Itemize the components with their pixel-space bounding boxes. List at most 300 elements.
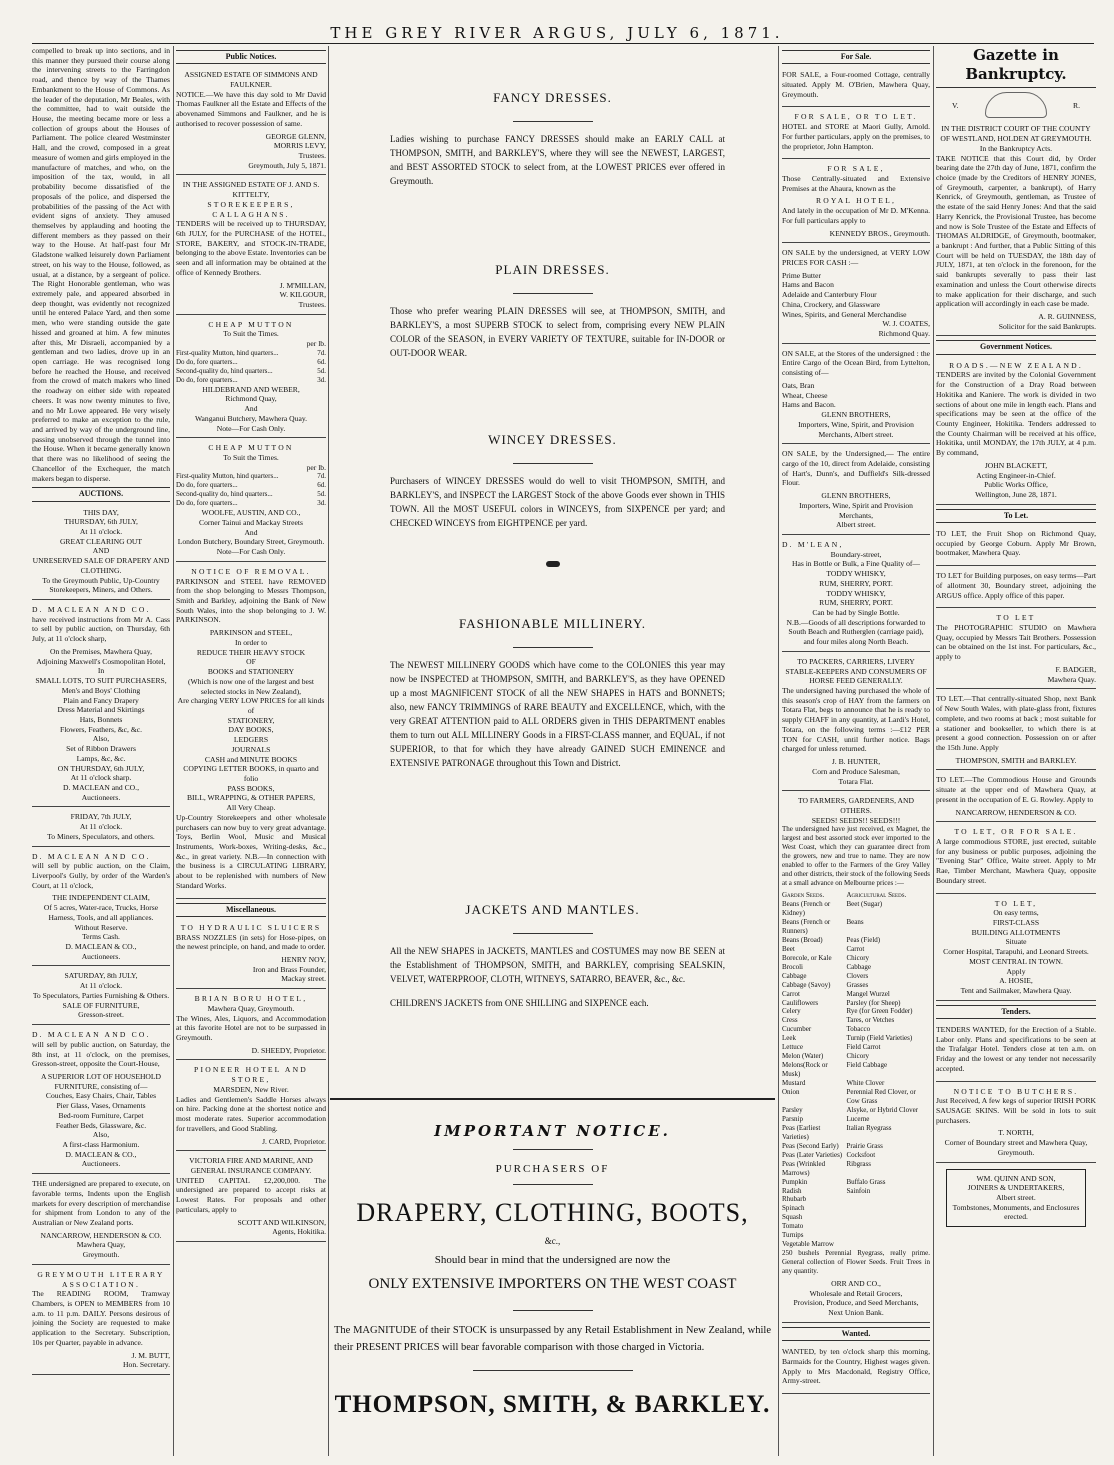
table-cell: Tomato [782,1222,804,1231]
table-cell: White Clover [846,1079,885,1088]
ad-line: T. NORTH, [998,1128,1034,1138]
ad-line: HILDEBRAND AND WEBER, [202,384,300,394]
table-row [782,1213,930,1222]
ad-line: Corner of Boundary street and Mawhera Quay, Greymouth. [944,1138,1088,1157]
table-header: Agricultural Seeds. [846,891,907,900]
table-cell [846,1240,930,1249]
table-cell: Cabbage [782,971,807,980]
ad-line: HENRY NOY, [281,955,326,964]
table-row [782,1016,930,1025]
to-let-ad [936,773,1096,822]
for-sale-header: For Sale. [782,50,930,64]
court-heading: IN THE DISTRICT COURT OF THE COUNTY OF WESTLAND, HOLDEN AT GREYMOUTH. [940,124,1092,144]
section-title: FASHIONABLE MILLINERY. [459,616,646,631]
ad-line: Auctioneers. [81,951,121,961]
ad-line: Provision, Produce, and Seed Merchants, [793,1298,919,1308]
ad-line: DAY BOOKS, [228,725,274,735]
table-row [782,1160,930,1178]
table-cell: Do do, fore quarters... [176,499,238,508]
ad-signature: THOMPSON, SMITH and BARKLEY. [955,755,1077,765]
ad-line: Tent and Sailmaker, Mawhera Quay. [960,986,1072,996]
ad-line: Next Union Bank. [828,1308,884,1318]
auction-ad [32,1028,170,1174]
ad-line: WM. QUINN AND SON, [976,1173,1056,1183]
ad-line: Can be had by Single Bottle. [812,608,900,618]
for-sale-ad [782,68,930,107]
ad-line: A. R. GUINNESS, [1038,312,1096,322]
ad-line: Hats, Bonnets [79,714,123,724]
section-fancy-dresses [330,90,775,189]
ad-line: CASH and MINUTE BOOKS [204,754,298,764]
ad-line: On the Premises, Mawhera Quay, [50,646,152,656]
ad-line: Corner Tainui and Mackay Streets [199,518,303,528]
table-row [176,376,326,385]
ad-body: TENDERS WANTED, for the Erection of a Stable. Labor only. Plans and specifications to be seen at the Trafalgar Hotel. Tenders close at ten a.m. on Friday and the lowest or any tender not necessarily accepted. [936,1024,1096,1073]
table-row [782,1195,930,1204]
ad-line: Wheat, Cheese [782,390,828,400]
ad-line: Mawhera Quay. [1047,674,1096,684]
acts-line: In the Bankruptcy Acts. [979,143,1053,153]
table-cell: Rye (for Green Fodder) [846,1007,913,1016]
ad-line: To Speculators, Parties Furnishing & Others. [32,990,170,1000]
ad-body: TAKE NOTICE that this Court did, by Order bearing date the 27th day of June, 1871, confirm the choice (made by the Creditors of HENRY JONES, of Greymouth, carpenter, a bankrupt), of Harry Kenrick, of Greymouth, gentleman, as Trustee of the estate of the said Henry Jones: And that the said Harry Kenrick, the Provisional Trustee, has become and now is Sole Trustee of the Estate and Effects of THOMAS ALDRIDGE, of Greymouth, bootmaker, a bankrupt : And further, that a Public Sitting of this Court will be held on TUESDAY, the 18th day of JULY, 1871, at ten o'clock in the forenoon, for the said bankrupts severally to pass their last examination and unless the Court otherwise directs to make application for their discharge, and such application will accordingly in each case be made. [936,153,1096,309]
to-let-ad [936,825,1096,893]
table-cell: Grasses [846,980,869,989]
ad-line: Wanganui Butchery, Mawhera Quay. [194,413,308,423]
table-cell: Vegetable Marrow [782,1240,834,1249]
ad-line: A first-class Harmonium. [62,1139,140,1149]
ad-line: Corner Hospital, Tarapuhi, and Leonard Streets. [943,947,1089,957]
price-unit: per lb. [306,462,326,472]
section-jackets [330,902,775,1011]
table-cell: Do do, fore quarters... [176,481,238,490]
ad-line: GLENN BROTHERS, [821,491,891,501]
ad-line: Adjoining Maxwell's Cosmopolitan Hotel, [36,656,166,666]
misc-ad [176,992,326,1060]
ad-line: GREAT CLEARING OUT [59,536,143,546]
table-cell: Cocksfoot [846,1150,876,1159]
ad-heading: BRIAN BORU HOTEL, [194,994,308,1004]
notice-line: Should bear in mind that the undersigned are now the [434,1254,671,1267]
table-cell: Chicory [846,953,870,962]
ad-line: Wines, Spirits, and General Merchandise [782,309,907,319]
table-cell: Beet (Sugar) [846,900,883,909]
table-cell: Perennial Red Clover, or Cow Grass [846,1088,916,1105]
section-body: The NEWEST MILLINERY GOODS which have come to the COLONIES this year may now be INSPECTED at THOMPSON, SMITH, and BARKLEY'S, as they have OPENED up a most MAGNIFICENT STOCK of all the NEW SHAPES in HATS and BONNETS; also, new FANCY TRIMMINGS of RARE BEAUTY and EXCELLENCE, which, with the very GREAT ATTENTION paid to ALL ORDERS given in THIS DEPARTMENT enables them to turn out ALL MILLINERY Goods in a FIRST-CLASS manner, and EQUAL, if not SUPERIOR, to that for which they have already GAINED SUCH EMINENCE and EXTENSIVE PATRONAGE throughout this Town and District. [390,660,725,768]
table-cell: 7d. [317,348,326,357]
table-row [782,945,930,954]
ad-line: SCOTT AND WILKINSON, [237,1217,326,1227]
ad-line: JOINERS & UNDERTAKERS, [967,1183,1065,1193]
ad-body: ON SALE, at the Stores of the undersigned : the Entire Cargo of the Ocean Bird, from Lyttelton, consisting of— [782,348,930,378]
ad-body: will sell by public auction, on the Claim, Liverpool's Gully, by order of the Warden's Court, at 11 o'clock, [32,861,170,890]
table-row [782,981,930,990]
table-cell: Italian Ryegrass [846,1123,892,1132]
ad-signature: KENNEDY BROS., Greymouth. [829,228,930,238]
auctions-header: AUCTIONS. [32,487,170,501]
table-cell: Cucumber [782,1025,812,1034]
table-cell: Onion [782,1088,800,1097]
ad-line: Couches, Easy Chairs, Chair, Tables [45,1091,157,1101]
divider [473,1370,633,1371]
price-table [176,349,326,385]
table-cell: Cauliflowers [782,998,819,1007]
table-cell: Squash [782,1213,803,1222]
ad-line: Are charging VERY LOW PRICES for all kinds of [177,696,325,715]
table-row [782,999,930,1008]
ad-line: Wholesale and Retail Grocers, [809,1288,903,1298]
ad-line: ON THURSDAY, 6th JULY, [57,763,145,773]
table-row [782,1007,930,1016]
ad-line: Mackay street. [281,974,326,984]
crest-row [936,88,1096,122]
divider [513,293,593,294]
table-cell: Borecole, or Kale [782,953,832,962]
ad-heading: FOR SALE, [827,164,885,174]
ad-line: Hon. Secretary. [123,1360,170,1370]
mutton-ad [176,318,326,439]
table-cell: First-quality Mutton, hind quarters... [176,348,279,357]
table-cell: Ribgrass [846,1159,871,1168]
column-divider [173,46,174,1456]
to-let-header: To Let. [936,509,1096,523]
ad-body: UNITED CAPITAL £2,200,000. The undersigned are prepared to accept risks at Lowest Rates. For proposals and other particulars, apply to [176,1175,326,1214]
table-cell: 3d. [317,375,326,384]
ad-line: Of 5 acres, Water-race, Trucks, Horse Harness, Tools, and all appliances. [43,903,159,922]
removal-notice [176,565,326,899]
ad-signature: NANCARROW, HENDERSON & CO. [955,807,1077,817]
ad-line: Men's and Boys' Clothing [61,685,141,695]
auction-ad [32,603,170,807]
ad-line: OF [246,657,256,667]
ad-line: Auctioneers. [81,1159,121,1169]
miscellaneous-header: Miscellaneous. [176,903,326,917]
ad-body: will sell by public auction, on Saturday, the 8th inst, at 11 o'clock, on the premises, Gresson-street, opposite the Court-House, [32,1039,170,1069]
ad-heading: TO LET [996,613,1036,623]
table-header-row [782,891,930,900]
table-cell [846,1204,930,1213]
ad-line: RUM, SHERRY, PORT. [819,598,893,608]
public-notices-header: Public Notices. [176,50,326,64]
ad-line: Note—For Cash Only. [216,547,286,557]
auction-ad [32,810,170,846]
column-divider [778,46,779,1456]
table-cell: Melon (Water) [782,1052,824,1061]
ad-body: Ladies and Gentlemen's Saddle Horses always on hire. Packing done at the shortest notice and most moderate rates. Superior accommodation for travellers, and Good Stabling. [176,1094,326,1133]
table-row [782,1204,930,1213]
table-cell [846,1231,930,1240]
ad-heading: CHEAP MUTTON [208,319,294,329]
table-header: Garden Seeds. [782,891,825,900]
table-row [782,1079,930,1088]
ad-line: Hams and Bacon. [782,400,836,410]
ad-line: Trustees. [298,300,326,310]
table-cell: Peas (Wrinkled Marrows) [782,1159,826,1177]
ad-line: ORR AND CO., [831,1279,881,1289]
seeds-ad [782,794,930,1323]
for-sale-ad [782,538,930,652]
ad-body: Just Received, A few kegs of superior IRISH PORK SAUSAGE SKINS. Will be sold in lots to suit purchasers. [936,1096,1096,1125]
ad-line: SMALL LOTS, TO SUIT PURCHASERS, [35,676,167,686]
ad-heading: TO LET, [994,898,1038,908]
ad-heading: NOTICE TO BUTCHERS. [953,1086,1079,1096]
table-row [782,1106,930,1115]
ad-line: On easy terms, [993,908,1039,918]
table-cell: 6d. [317,357,326,366]
ad-line: Flowers, Feathers, &c, &c. [59,724,143,734]
ad-body: TENDERS are invited by the Colonial Government for the Construction of a Dray Road between Hokitika and Kaniere. The work is divided in two sections of about one mile in length each. Plans and specifications may be seen at the office of the County Engineer, Hokitika. Tenders addressed to the County Chairman will be received at his office, Hokitika, until MONDAY, the 17th JULY, at 4 p.m. By command, [936,370,1096,458]
ad-line: Corn and Produce Salesman, [812,766,900,776]
ad-line: D. MACLEAN & CO., [65,1149,137,1159]
ad-line: Pier Glass, Vases, Ornaments [56,1101,146,1111]
ad-heading: FOR SALE, OR TO LET. [794,112,918,122]
table-cell: Field Carrot [846,1043,881,1052]
price-unit: per lb. [306,339,326,349]
ad-line: Adelaide and Canterbury Flour [782,290,877,300]
ad-body: ON SALE, by the Undersigned,— The entire cargo of the 10, direct from Adelaide, consisting of Hart's, Dunn's, and Duffield's Silk-dressed Flour. [782,449,930,488]
auction-ad [32,506,170,600]
column-2 [176,46,326,1245]
ad-body: The undersigned having purchased the whole of this season's crop of HAY from the farmers on Totara Flat, begs to announce that he is ready to supply CHAFF in any quantity, at Lardi's Hotel, Totara, on the following terms :—£12 PER TON for CASH, until further notice. Bags charged for unless returned. [782,686,930,754]
ad-subheading: ROYAL HOTEL, [815,196,897,206]
for-sale-ad [782,347,930,444]
ad-line: LEDGERS [233,735,269,745]
notice-signature: THOMPSON, SMITH, & BARKLEY. [334,1390,771,1418]
table-cell: Prairie Grass [846,1141,883,1150]
ad-body: have received instructions from Mr A. Cass to sell by public auction, on Thursday, 6th July, at 11 o'clock sharp, [32,614,170,644]
ad-subheading: STOREKEEPERS, CALLAGHANS. [207,199,295,219]
ad-body: The Wines, Ales, Liquors, and Accommodation at this favorite Hotel are not to be surpassed in Greymouth. [176,1013,326,1043]
ad-line: FIRST-CLASS [992,918,1040,927]
table-row [782,963,930,972]
table-row [782,1115,930,1124]
ad-line: D. SHEEDY, Proprietor. [251,1045,326,1055]
ad-line: Mawhera Quay, [76,1240,126,1250]
ad-body: FOR SALE, a Four-roomed Cottage, centrally situated. Apply M. O'Brien, Mawhera Quay, Greymouth. [782,70,930,99]
table-row [782,1052,930,1061]
table-row [782,1124,930,1142]
column-4 [782,46,930,1397]
table-cell: Parsnip [782,1114,803,1123]
ad-line: A SUPERIOR LOT OF HOUSEHOLD FURNITURE, consisting of— [40,1071,162,1091]
ad-body: NOTICE.—We have this day sold to Mr David Thomas Faulkner all the Estate and Effects of the abovenamed Simmons and Faulkner, and he is authorised to recover possession of same. [176,89,326,128]
ad-body: The PHOTOGRAPHIC STUDIO on Mawhera Quay, occupied by Messrs Tait Brothers. Possession can be obtained on the 1st inst. For particulars, &c., apply to [936,623,1096,662]
ad-heading: TO LET, OR FOR SALE. [954,827,1078,837]
table-cell: Peas (Earliest Varieties) [782,1123,821,1141]
ad-heading: D. MACLEAN AND CO. [32,1030,151,1040]
table-row [176,472,326,481]
ad-line: Gresson-street. [78,1010,124,1020]
ad-line: Wellington, June 28, 1871. [975,490,1057,500]
table-row [782,1061,930,1079]
ad-heading: D. MACLEAN AND CO. [32,605,151,615]
ad-line: Richmond Quay, [225,394,277,404]
table-row [782,936,930,945]
to-let-ad [936,692,1096,770]
notice-line: ONLY EXTENSIVE IMPORTERS ON THE WEST COAST [368,1276,737,1293]
table-cell: Beans (French or Kidney) [782,900,831,917]
wanted-ad [782,1345,930,1394]
notice-body: The MAGNITUDE of their STOCK is unsurpassed by any Retail Establishment in New Zealand, while their PRESENT PRICES will bear favorable comparison with those charged in Victoria. [334,1324,771,1353]
ad-body: Those Centrally-situated and Extensive Premises at the Ahaura, known as the [782,173,930,193]
ad-heading: ROADS.—NEW ZEALAND. [949,360,1083,370]
ad-line: THE INDEPENDENT CLAIM, [52,893,150,903]
ad-line: Bed-room Furniture, Carpet [58,1110,144,1120]
section-body: CHILDREN'S JACKETS from ONE SHILLING and SIXPENCE each. [390,997,649,1008]
table-cell: Mangel Wurzel [846,989,890,998]
ad-line: Lamps, &c, &c. [76,753,126,763]
section-title: PLAIN DRESSES. [495,262,610,277]
table-cell: Celery [782,1007,801,1016]
ad-line: THURSDAY, 6th JULY, [64,517,138,527]
ad-heading: ASSIGNED ESTATE OF SIMMONS AND FAULKNER. [184,70,318,89]
table-cell: Carrot [782,989,800,998]
ad-heading: TO HYDRAULIC SLUICERS [180,922,322,932]
literary-association-ad [32,1268,170,1375]
to-let-ad [936,527,1096,566]
table-row [782,1222,930,1231]
table-cell: Buffalo Grass [846,1177,886,1186]
ad-line: All Very Cheap. [226,803,276,813]
ad-heading: D. M'LEAN, [782,539,844,549]
ad-heading: NOTICE OF REMOVAL. [191,566,311,576]
royal-crest-icon [985,92,1047,118]
for-sale-ad [782,162,930,243]
divider [513,121,593,122]
divider [513,1149,593,1150]
ad-body: Up-Country Storekeepers and other wholesale purchasers can now buy to very great advantage. Toys, Berlin Wool, Music and Musical Instruments, Work-boxes, Writing-desks, &c., &c., in great variety. N.B.—In connection with the business is a CIRCULATING LIBRARY, about to be replenished with numbers of New Standard Works. [176,812,326,890]
table-row [782,1151,930,1160]
table-row [782,1240,930,1249]
price-table [176,472,326,508]
table-cell [846,1222,930,1231]
mutton-ad [176,441,326,562]
ad-line: GLENN BROTHERS, [821,410,891,420]
ad-line: UNRESERVED SALE OF DRAPERY AND CLOTHING. [32,556,170,575]
table-cell: Second-quality do, hind quarters... [176,366,273,375]
table-row [782,1043,930,1052]
ad-line: N.B.—Goods of all descriptions forwarded to South Beach and Rutherglen (carriage paid), and four miles along North Beach. [786,617,926,647]
ad-body: PARKINSON and STEEL have REMOVED from the shop belonging to Messrs Thompson, Smith and Barkley, adjoining the Bank of New South Wales, into the shop belonging to J. W. PARKINSON. [176,576,326,625]
table-cell: First-quality Mutton, hind quarters... [176,472,279,481]
ad-line: Tombstones, Monuments, and Enclosures erected. [952,1202,1080,1222]
for-sale-ad [782,110,930,159]
tender-ad [936,1023,1096,1082]
table-cell: Turnips [782,1231,804,1240]
auction-ad [32,969,170,1025]
ad-body: ON SALE by the undersigned, at VERY LOW PRICES FOR CASH :— [782,248,930,268]
ad-heading: IN THE ASSIGNED ESTATE OF J. AND S. KITTELTY, [182,180,320,200]
table-cell: Lettuce [782,1043,803,1052]
table-row [782,1142,930,1151]
table-row [782,972,930,981]
ad-heading: CHEAP MUTTON [208,443,294,453]
ad-line: W. KILGOUR, [279,290,326,300]
ad-line: Feather Beds, Glassware, &c. [55,1120,147,1130]
table-cell: Lucerne [846,1114,870,1123]
ad-line: TODDY WHISKY, [826,569,886,579]
ad-line: Public Works Office, [984,480,1048,490]
crest-letter: V. [952,100,959,110]
ad-body: TO LET, the Fruit Shop on Richmond Quay, occupied by George Coburn. Apply Mr Brown, bootmaker, Mawhera Quay. [936,529,1096,558]
ad-line: MOST CENTRAL IN TOWN. [969,956,1063,966]
tender-ad [936,1085,1096,1163]
ad-line: SALE OF FURNITURE, [62,1000,140,1010]
misc-ad [176,1063,326,1151]
ad-line: JOURNALS [231,744,271,754]
section-title: JACKETS AND MANTLES. [465,902,640,917]
table-cell: Mustard [782,1079,806,1088]
section-title: FANCY DRESSES. [493,90,612,105]
ad-body: WANTED, by ten o'clock sharp this morning, Barmaids for the Country, Highest wages given. Apply to Mrs Macdonald, Registry Office, Army-street. [782,1347,930,1386]
ad-line: J. CARD, Proprietor. [262,1136,326,1146]
ad-line: Also, [92,1130,110,1140]
ad-line: Albert street. [836,520,876,530]
ad-line: Apply [1006,966,1026,976]
column-1 [32,46,170,1378]
undertakers-box [946,1169,1086,1228]
ad-line: A. HOSIE, [999,976,1033,986]
table-cell: Beans (Broad) [782,935,823,944]
table-cell: Turnip (Field Varieties) [846,1034,913,1043]
table-cell: Beet [782,944,795,953]
table-cell: Spinach [782,1204,805,1213]
ad-subheading: To Suit the Times. [223,453,279,463]
ad-line: Trustees. [298,150,326,160]
ad-line: TODDY WHISKY, [826,588,886,598]
table-cell: 3d. [317,499,326,508]
notice-title: IMPORTANT NOTICE. [434,1122,671,1140]
ad-line: Albert street. [996,1193,1036,1203]
notice-headline: DRAPERY, CLOTHING, BOOTS, [356,1198,749,1228]
ad-body: TO LET.—That centrally-situated Shop, next Bank of New South Wales, with plate-glass front, fixtures complete, and two rooms at back ; most suitable for a stationer and bookseller, to which there is at present a good connection. Possession on or after the 15th June. Apply [936,694,1096,752]
ad-line: In order to [234,637,268,647]
masthead: THE GREY RIVER ARGUS, JULY 6, 1871. [330,24,784,42]
ad-body: TO LET.—The Commodious House and Grounds situate at the upper end of Mawhera Quay, at present in the occupation of E. G. Rowley. Apply to [936,775,1096,804]
ad-line: Agents, Hokitika. [272,1227,326,1237]
seed-table [782,891,930,1249]
wanted-header: Wanted. [782,1327,930,1341]
table-cell: Parsley (for Sheep) [846,998,901,1007]
table-row [782,1034,930,1043]
ad-line: Greymouth. [82,1250,120,1260]
table-cell: Do do, fore quarters... [176,375,238,384]
tenders-header: Tenders. [936,1005,1096,1019]
ad-line: Set of Ribbon Drawers [66,744,136,754]
bankruptcy-notice [936,122,1096,336]
top-rule [32,43,1094,44]
ad-line: D. MACLEAN & CO., [65,942,137,952]
table-cell: Chicory [846,1052,870,1061]
ad-heading: GREYMOUTH LITERARY ASSOCIATION. [37,1269,165,1289]
ad-heading: D. MACLEAN AND CO. [32,851,151,861]
ad-line: China, Crockery, and Glassware [782,299,880,309]
section-wincey-dresses [330,432,775,570]
table-row [176,481,326,490]
ad-line: NANCARROW, HENDERSON & CO. [40,1230,162,1240]
auction-ad [32,850,170,967]
table-cell: Peas (Later Varieties) [782,1150,843,1159]
table-cell [846,1213,930,1222]
section-plain-dresses [330,262,775,361]
for-sale-ad [782,447,930,535]
gazette-title: Gazette in Bankruptcy. [936,46,1096,88]
table-cell: Alsyke, or Hybrid Clover [846,1105,919,1114]
table-cell: Peas (Second Early) [782,1141,839,1150]
ad-line: Importers, Wine, Spirit and Provision Merchants, [799,500,913,520]
notice-ad [176,178,326,314]
table-row [782,954,930,963]
